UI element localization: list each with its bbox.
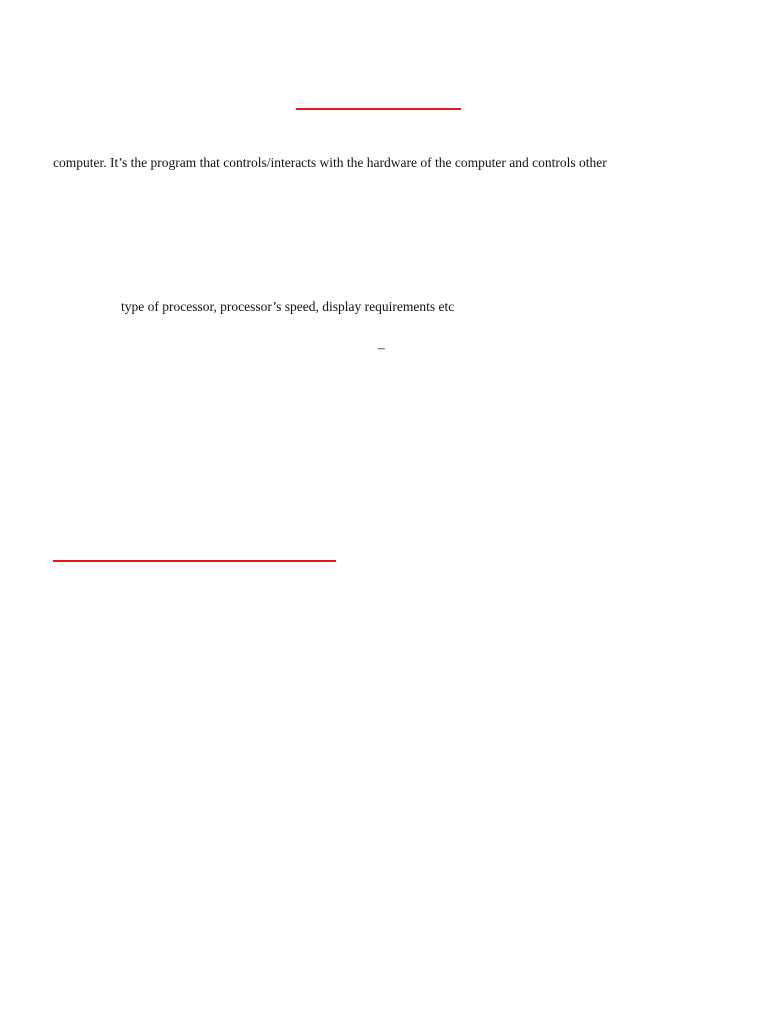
- paragraph-line-2: type of processor, processor’s speed, display requirements etc: [121, 299, 455, 314]
- dash-mark: –: [378, 340, 385, 355]
- paragraph-line-1: computer. It’s the program that controls/interacts with the hardware of the computer and controls other: [53, 155, 607, 170]
- top-red-rule: [296, 108, 461, 110]
- bottom-red-rule: [53, 560, 336, 562]
